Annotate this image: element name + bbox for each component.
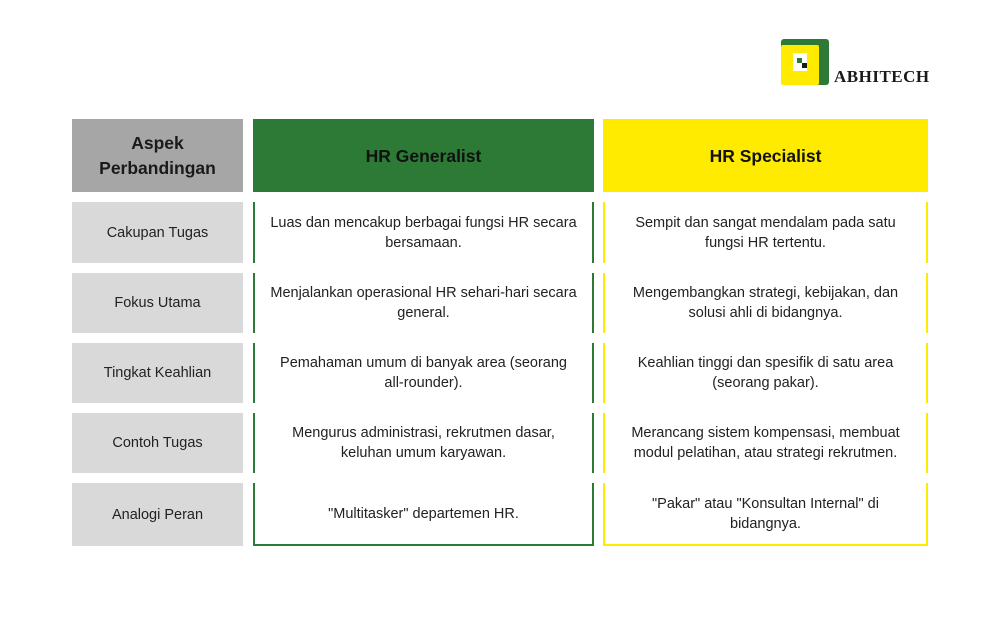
aspek-tingkat-keahlian: Tingkat Keahlian: [72, 343, 243, 403]
generalist-fokus-utama: Menjalankan operasional HR sehari-hari secara general.: [253, 273, 594, 333]
header-aspek-perbandingan: Aspek Perbandingan: [72, 119, 243, 192]
generalist-contoh-tugas: Mengurus administrasi, rekrutmen dasar, keluhan umum karyawan.: [253, 413, 594, 473]
header-hr-generalist: HR Generalist: [253, 119, 594, 192]
generalist-analogi-peran: "Multitasker" departemen HR.: [253, 483, 594, 546]
brand-name: ABHITECH: [834, 67, 930, 86]
specialist-contoh-tugas: Merancang sistem kompensasi, membuat modul pelatihan, atau strategi rekrutmen.: [603, 413, 928, 473]
aspek-analogi-peran: Analogi Peran: [72, 483, 243, 546]
header-hr-specialist: HR Specialist: [603, 119, 928, 192]
specialist-fokus-utama: Mengembangkan strategi, kebijakan, dan solusi ahli di bidangnya.: [603, 273, 928, 333]
aspek-contoh-tugas: Contoh Tugas: [72, 413, 243, 473]
specialist-cakupan-tugas: Sempit dan sangat mendalam pada satu fungsi HR tertentu.: [603, 202, 928, 263]
specialist-analogi-peran: "Pakar" atau "Konsultan Internal" di bidangnya.: [603, 483, 928, 546]
specialist-tingkat-keahlian: Keahlian tinggi dan spesifik di satu area (seorang pakar).: [603, 343, 928, 403]
generalist-tingkat-keahlian: Pemahaman umum di banyak area (seorang all-rounder).: [253, 343, 594, 403]
aspek-fokus-utama: Fokus Utama: [72, 273, 243, 333]
generalist-cakupan-tugas: Luas dan mencakup berbagai fungsi HR secara bersamaan.: [253, 202, 594, 263]
aspek-cakupan-tugas: Cakupan Tugas: [72, 202, 243, 263]
